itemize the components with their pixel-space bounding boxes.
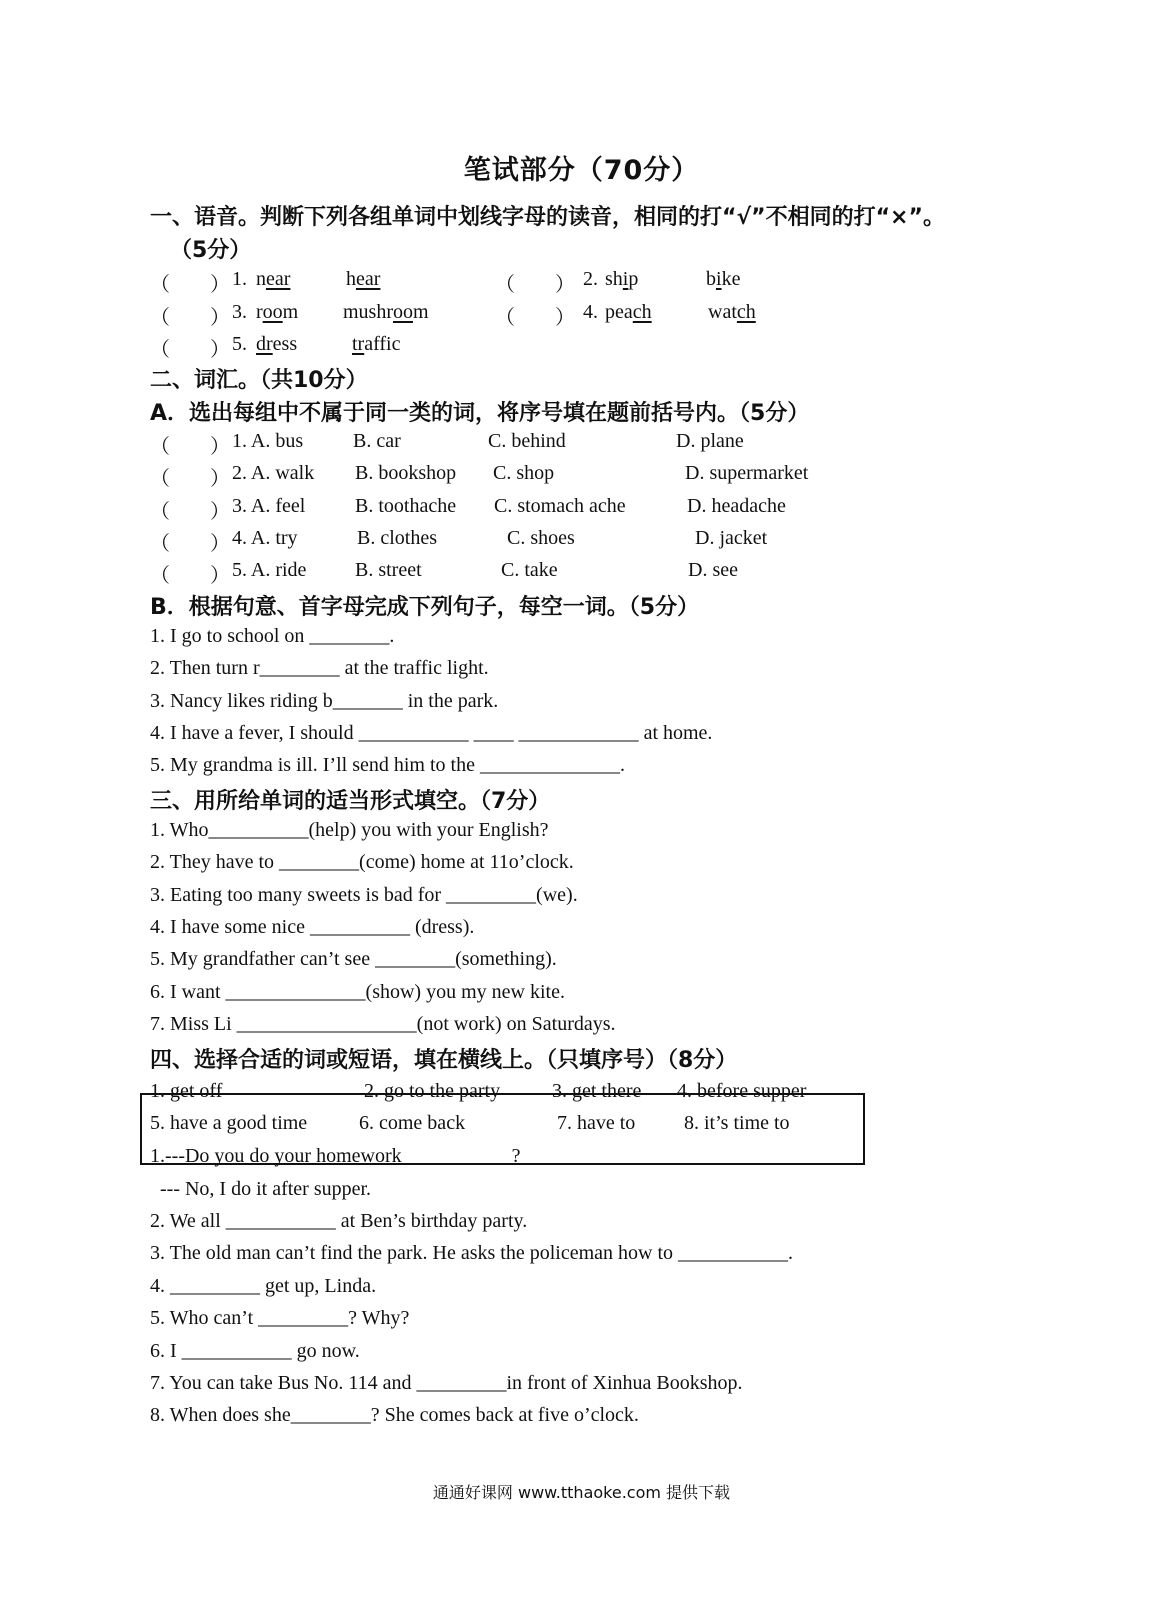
question-line: 4. I have a fever, I should ___________ ____ ____________ at home. bbox=[150, 722, 713, 744]
section1-heading: 一、语音。判断下列各组单词中划线字母的读音，相同的打“√”不相同的打“×”。 bbox=[150, 205, 945, 230]
option-b: B. street bbox=[355, 559, 422, 581]
section2a-heading: A．选出每组中不属于同一类的词，将序号填在题前括号内。（5分） bbox=[150, 401, 810, 426]
question-line: 6. I want ______________(show) you my new kite. bbox=[150, 981, 565, 1003]
option-c: C. shop bbox=[493, 462, 555, 484]
word-bank-option: 4. before supper bbox=[677, 1080, 807, 1102]
answer-paren: （ ） bbox=[150, 274, 230, 296]
section2-heading: 二、词汇。（共10分） bbox=[150, 368, 368, 393]
word-bank-option: 2. go to the party bbox=[364, 1080, 501, 1102]
option-a: 1. A. bus bbox=[232, 430, 304, 452]
question-line: 5. Who can’t _________? Why? bbox=[150, 1307, 410, 1329]
option-d: D. plane bbox=[676, 430, 744, 452]
section2b-heading: B．根据句意、首字母完成下列句子，每空一词。（5分） bbox=[150, 595, 700, 620]
question-line: 6. I ___________ go now. bbox=[150, 1340, 360, 1362]
option-d: D. see bbox=[688, 559, 738, 581]
question-line: 4. _________ get up, Linda. bbox=[150, 1275, 377, 1297]
answer-paren: （ ） bbox=[150, 533, 230, 555]
option-d: D. jacket bbox=[695, 527, 768, 549]
question-line: --- No, I do it after supper. bbox=[160, 1178, 372, 1200]
word-second: watch bbox=[708, 301, 756, 323]
page-title: 笔试部分（70分） bbox=[463, 155, 700, 186]
question-line: 2. We all ___________ at Ben’s birthday party. bbox=[150, 1210, 528, 1232]
word-bank-option: 1. get off bbox=[150, 1080, 223, 1102]
answer-paren: （ ） bbox=[150, 307, 230, 329]
word-second: traffic bbox=[352, 333, 401, 355]
word-bank-option: 7. have to bbox=[557, 1112, 636, 1134]
item-number: 2. bbox=[583, 268, 598, 290]
answer-paren: （ ） bbox=[495, 274, 575, 296]
question-line: 1. Who__________(help) you with your English? bbox=[150, 819, 549, 841]
section3-heading: 三、用所给单词的适当形式填空。（7分） bbox=[150, 789, 551, 814]
question-line: 8. When does she________? She comes back at five o’clock. bbox=[150, 1404, 639, 1426]
answer-paren: （ ） bbox=[495, 307, 575, 329]
option-a: 5. A. ride bbox=[232, 559, 307, 581]
question-line: 7. Miss Li __________________(not work) on Saturdays. bbox=[150, 1013, 616, 1035]
option-a: 3. A. feel bbox=[232, 495, 306, 517]
answer-paren: （ ） bbox=[150, 565, 230, 587]
option-b: B. toothache bbox=[355, 495, 457, 517]
answer-paren: （ ） bbox=[150, 436, 230, 458]
option-b: B. car bbox=[353, 430, 401, 452]
word-bank-option: 6. come back bbox=[359, 1112, 466, 1134]
item-number: 1. bbox=[232, 268, 247, 290]
footer-source: 通通好课网 www.tthaoke.com 提供下载 bbox=[432, 1483, 731, 1502]
question-line: 7. You can take Bus No. 114 and _________in front of Xinhua Bookshop. bbox=[150, 1372, 743, 1394]
word-first: ship bbox=[605, 268, 639, 290]
question-line: 3. The old man can’t find the park. He asks the policeman how to ___________. bbox=[150, 1242, 794, 1264]
option-d: D. headache bbox=[687, 495, 786, 517]
option-a: 2. A. walk bbox=[232, 462, 315, 484]
option-a: 4. A. try bbox=[232, 527, 298, 549]
item-number: 5. bbox=[232, 333, 247, 355]
word-first: peach bbox=[605, 301, 652, 323]
answer-paren: （ ） bbox=[150, 339, 230, 361]
question-line: 3. Nancy likes riding b_______ in the park. bbox=[150, 690, 499, 712]
question-line: 2. They have to ________(come) home at 11o’clock. bbox=[150, 851, 574, 873]
option-c: C. stomach ache bbox=[494, 495, 626, 517]
question-line: 2. Then turn r________ at the traffic light. bbox=[150, 657, 489, 679]
word-first: room bbox=[256, 301, 299, 323]
word-first: dress bbox=[256, 333, 298, 355]
option-c: C. shoes bbox=[507, 527, 575, 549]
answer-paren: （ ） bbox=[150, 468, 230, 490]
section4-heading: 四、选择合适的词或短语，填在横线上。（只填序号）（8分） bbox=[150, 1048, 738, 1073]
question-line: 5. My grandfather can’t see ________(something). bbox=[150, 948, 557, 970]
question-line: 3. Eating too many sweets is bad for _________(we). bbox=[150, 884, 578, 906]
option-b: B. bookshop bbox=[355, 462, 457, 484]
word-bank-option: 5. have a good time bbox=[150, 1112, 308, 1134]
word-second: mushroom bbox=[343, 301, 429, 323]
word-second: hear bbox=[346, 268, 381, 290]
word-bank-option: 3. get there bbox=[552, 1080, 642, 1102]
word-first: near bbox=[256, 268, 291, 290]
option-c: C. behind bbox=[488, 430, 566, 452]
word-second: bike bbox=[706, 268, 741, 290]
option-b: B. clothes bbox=[357, 527, 437, 549]
section1-score: （5分） bbox=[170, 238, 252, 263]
item-number: 4. bbox=[583, 301, 598, 323]
item-number: 3. bbox=[232, 301, 247, 323]
question-line: 1. I go to school on ________. bbox=[150, 625, 395, 647]
question-line: 1.---Do you do your homework___________? bbox=[150, 1145, 521, 1167]
option-c: C. take bbox=[501, 559, 558, 581]
question-line: 4. I have some nice __________ (dress). bbox=[150, 916, 475, 938]
answer-paren: （ ） bbox=[150, 501, 230, 523]
question-line: 5. My grandma is ill. I’ll send him to the ______________. bbox=[150, 754, 625, 776]
word-bank-option: 8. it’s time to bbox=[684, 1112, 790, 1134]
option-d: D. supermarket bbox=[685, 462, 809, 484]
